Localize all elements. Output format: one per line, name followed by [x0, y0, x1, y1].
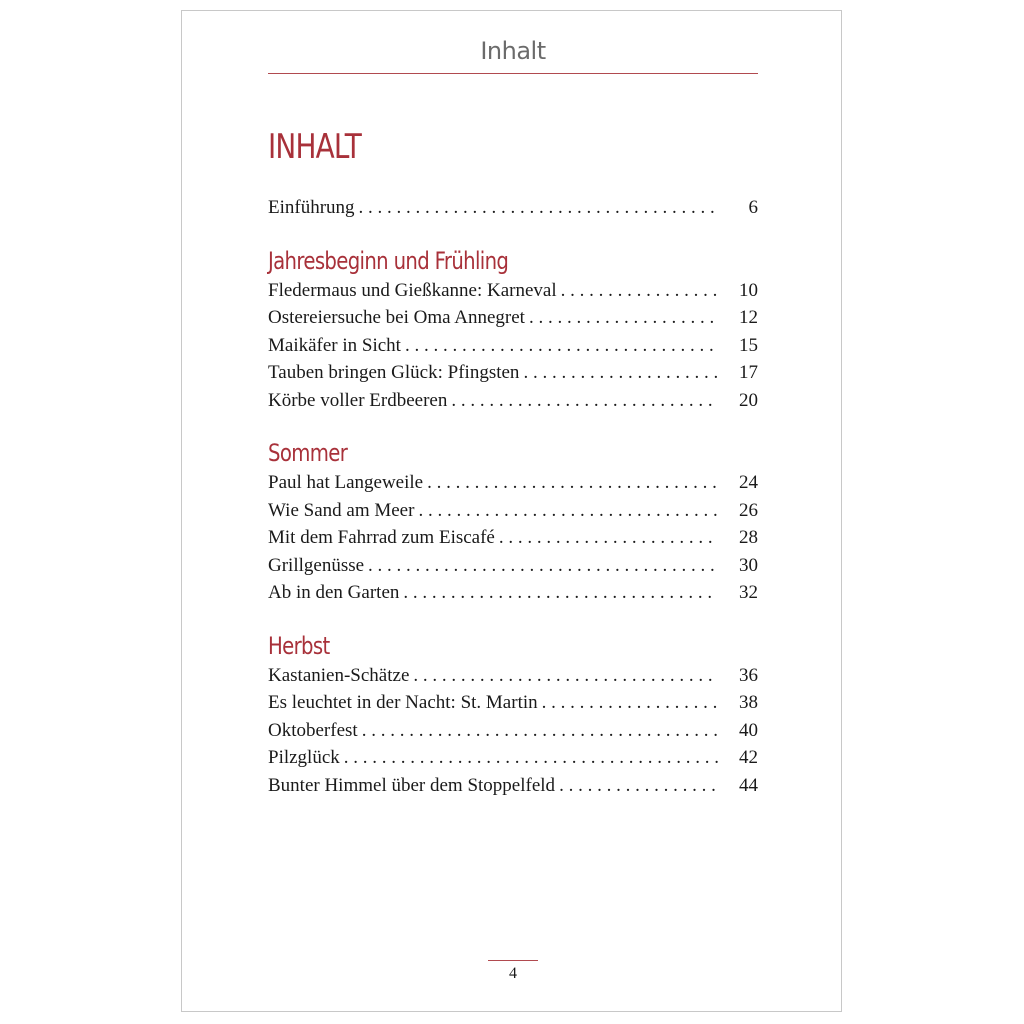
- toc-entry-page: 17: [739, 362, 758, 383]
- running-head: Inhalt: [480, 37, 546, 65]
- toc-entry-label: Paul hat Langeweile: [268, 472, 424, 493]
- dot-leader: [368, 555, 718, 577]
- toc-entry-label: Wie Sand am Meer: [268, 500, 415, 521]
- toc-entry-page: 6: [748, 197, 758, 218]
- toc-entry: [268, 390, 758, 416]
- toc-entry-label: Bunter Himmel über dem Stoppelfeld: [268, 775, 556, 796]
- toc-entry: [268, 472, 758, 498]
- toc-entry-page: 36: [739, 665, 758, 686]
- toc-entry-label: Mit dem Fahrrad zum Eiscafé: [268, 527, 495, 548]
- toc-entry: [268, 527, 758, 553]
- dot-leader: [451, 390, 718, 412]
- dot-leader: [413, 665, 718, 687]
- toc-entry: [268, 280, 758, 306]
- toc-entry: [268, 775, 758, 801]
- toc-entry-label: Tauben bringen Glück: Pfingsten: [268, 362, 520, 383]
- toc-entry: [268, 335, 758, 361]
- toc-entry-page: 32: [739, 582, 758, 603]
- toc-entry-label: Oktoberfest: [268, 720, 358, 741]
- toc-entry: [268, 582, 758, 608]
- page-title: INHALT: [268, 127, 361, 167]
- toc-entry: [268, 692, 758, 718]
- dot-leader: [359, 197, 718, 219]
- dot-leader: [561, 280, 718, 302]
- dot-leader: [418, 500, 718, 522]
- toc-entry-label: Maikäfer in Sicht: [268, 335, 401, 356]
- toc-entry: [268, 362, 758, 388]
- dot-leader: [529, 307, 718, 329]
- toc-entry-page: 42: [739, 747, 758, 768]
- toc-entry: [268, 500, 758, 526]
- footer-rule: [488, 960, 538, 961]
- dot-leader: [559, 775, 718, 797]
- toc-entry-page: 24: [739, 472, 758, 493]
- toc-entry-label: Einführung: [268, 197, 355, 218]
- toc-entry-label: Kastanien-Schätze: [268, 665, 410, 686]
- dot-leader: [403, 582, 718, 604]
- toc-entry-page: 38: [739, 692, 758, 713]
- toc-entry: [268, 307, 758, 333]
- toc-entry-label: Körbe voller Erdbeeren: [268, 390, 448, 411]
- toc-entry-label: Es leuchtet in der Nacht: St. Martin: [268, 692, 538, 713]
- toc-entry-page: 30: [739, 555, 758, 576]
- section-title-summer: Sommer: [268, 439, 348, 467]
- toc-entry-label: Fledermaus und Gießkanne: Karneval: [268, 280, 557, 301]
- toc-entry-page: 28: [739, 527, 758, 548]
- toc-entry: [268, 747, 758, 773]
- dot-leader: [499, 527, 718, 549]
- toc-entry-page: 44: [739, 775, 758, 796]
- section-title-autumn: Herbst: [268, 632, 330, 660]
- toc-entry: [268, 665, 758, 691]
- dot-leader: [542, 692, 718, 714]
- toc-entry-label: Grillgenüsse: [268, 555, 365, 576]
- toc-entry-page: 10: [739, 280, 758, 301]
- toc-entry-label: Pilzglück: [268, 747, 340, 768]
- section-title-spring: Jahresbeginn und Frühling: [268, 247, 509, 275]
- dot-leader: [344, 747, 718, 769]
- toc-entry-page: 20: [739, 390, 758, 411]
- dot-leader: [405, 335, 718, 357]
- toc-entry-page: 26: [739, 500, 758, 521]
- toc-entry-page: 12: [739, 307, 758, 328]
- toc-entry: [268, 555, 758, 581]
- page-number: 4: [509, 965, 517, 982]
- table-of-contents: [268, 11, 758, 1011]
- book-page: [181, 10, 842, 1012]
- toc-entry-intro: [268, 197, 758, 223]
- toc-entry-page: 40: [739, 720, 758, 741]
- toc-entry: [268, 720, 758, 746]
- dot-leader: [523, 362, 718, 384]
- toc-entry-label: Ab in den Garten: [268, 582, 400, 603]
- toc-entry-page: 15: [739, 335, 758, 356]
- toc-entry-label: Ostereiersuche bei Oma Annegret: [268, 307, 525, 328]
- dot-leader: [427, 472, 718, 494]
- dot-leader: [362, 720, 718, 742]
